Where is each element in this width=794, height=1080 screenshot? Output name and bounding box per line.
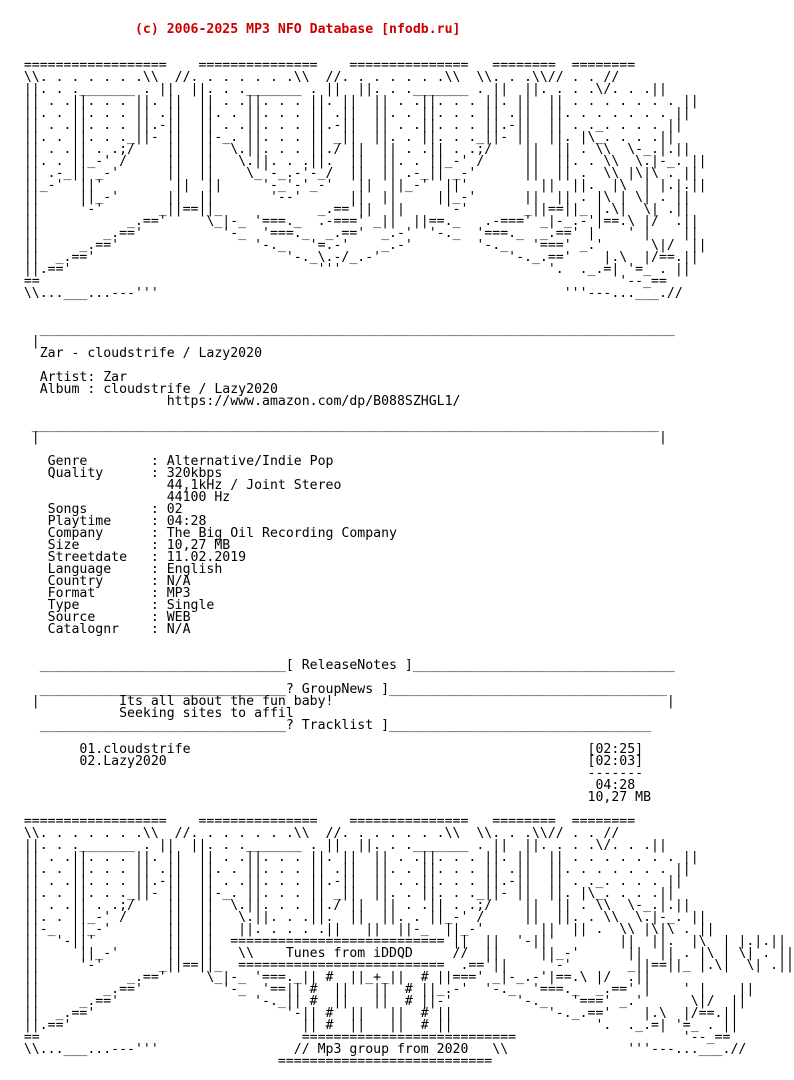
- nfo-line: ||. . ||. . ._||- || ||-_. ||. . . || _|| ||. . ||. . ._||- || ||. |\_. . . .||: [0, 130, 675, 145]
- nfo-line: ||_-' ||' || || '-_'-'_-' || ||_-' ||' || ||. |\ | |.|.||: [0, 178, 707, 193]
- nfo-line: -------: [0, 766, 644, 781]
- nfo-line: _______________________________? Tracklist ]_________________________________: [0, 718, 652, 733]
- nfo-line: || _.==' '-_ '===._ _.==' _.-' '-._ '===._ _.==' | ' | ||: [0, 226, 699, 241]
- nfo-line: \\. . . . . . .\\ //. . . . . . .\\ //. . . . . . .\\ \\. . .\\// . . //: [0, 70, 620, 85]
- nfo-line: ||.==' ''' '. ._.=| '=_ . ||: [0, 262, 691, 277]
- nfo-line: 04:28: [0, 778, 636, 793]
- nfo-line: Language : English: [0, 562, 223, 577]
- nfo-line: Seeking sites to affil: [0, 706, 294, 721]
- nfo-line: | |: [0, 430, 667, 445]
- nfo-line: ||. . ||. . . || .|| ||. . ||. . . || .|| ||. . ||. . . || .|| ||. . . . . . . ||: [0, 106, 691, 121]
- nfo-line: Source : WEB: [0, 610, 191, 625]
- nfo-line: Streetdate : 11.02.2019: [0, 550, 247, 565]
- nfo-line: Artist: Zar: [0, 370, 128, 385]
- nfo-line: ===========================: [0, 1054, 493, 1069]
- nfo-line: [0, 636, 752, 648]
- nfo-line: ================== =============== =============== ======== ========: [0, 58, 636, 73]
- nfo-line: |: [0, 334, 40, 349]
- nfo-line: 10,27 MB: [0, 790, 652, 805]
- nfo-line: Type : Single: [0, 598, 215, 613]
- nfo-line: || .-_|| _-' || || \_'-_.-'-_/ || || .-_|| _-' || || . \\ |\|\ . ||: [0, 166, 699, 181]
- nfo-line: ||. . ._______ . || ||. . ._______ . || ||. . ._______ . || ||. . . .\/. . .||: [0, 838, 667, 853]
- nfo-line: ================== =============== =============== ======== ========: [0, 814, 636, 829]
- nfo-line: 44,1kHz / Joint Stereo: [0, 478, 342, 493]
- nfo-line: || '-||' || || =========================== || || '-||' || ||. |\ | |.|.||: [0, 934, 787, 949]
- nfo-line: || _.==' \_|-_ '===._|| # ||_+_|| # ||===' _|-_.-'|==.\ |/ .||: [0, 970, 652, 985]
- nfo-line: || ||_-' || || \\ Tunes from iDDQD // || ||_-' || || . |\ | \| . ||: [0, 946, 794, 961]
- nfo-line: || . .|| . .;/ || || \.||. . . ||./ || || . .|| . .;/ || || . \\ \-_.|.||: [0, 898, 691, 913]
- nfo-line: || _.==' \_|-_ '===._ .-===' _|| ||==._ .-===' _|-_.-'|==.\ |/ .||: [0, 214, 699, 229]
- nfo-line: ||. . ||. . ._||- || ||-_. ||. . . || _|| ||. . ||. . ._||- || ||. |\_. . . .||: [0, 886, 675, 901]
- nfo-line: 02.Lazy2020 [02:03]: [0, 754, 644, 769]
- nfo-line: | Its all about the fun baby! |: [0, 694, 675, 709]
- nfo-line: Songs : 02: [0, 502, 183, 517]
- nfo-line: 01.cloudstrife [02:25]: [0, 742, 644, 757]
- nfo-line: Zar - cloudstrife / Lazy2020: [0, 346, 263, 361]
- nfo-line: || . .||. . . ||.-|| || . .||. . . ||.-|| || . .||. . . ||.-|| || . ._. . . . ||: [0, 118, 683, 133]
- nfo-line: || . .||. . . ||.-|| || . .||. . . ||.-|| || . .||. . . ||.-|| || . ._. . . . ||: [0, 874, 683, 889]
- nfo-line: || . .||. . . ||. || || . .||. . . ||. || || . .||. . . ||. || || . . . . . . . ||: [0, 850, 699, 865]
- nfo-line: || _.==' '-|| # || || # || '-._.==' |.\ |/==.||: [0, 1006, 739, 1021]
- nfo-line: \\...___...---''' // Mp3 group from 2020 \\ '''---...___.//: [0, 1042, 747, 1057]
- nfo-line: Album : cloudstrife / Lazy2020: [0, 382, 278, 397]
- nfo-body: [0, 58, 794, 1069]
- nfo-line: ||. . ._______ . || ||. . ._______ . || ||. . ._______ . || ||. . . .\/. . .||: [0, 82, 667, 97]
- nfo-line: == =========================== '--_==: [0, 1030, 731, 1045]
- nfo-line: Quality : 320kbps: [0, 466, 223, 481]
- nfo-line: || '-' _||==||_ _.=='|| || '-' _||==||_ |.\| \| .||: [0, 202, 691, 217]
- nfo-line: || _.==' '-._ '=.-' _.-' '-._ '===' _.' \|/ ||: [0, 238, 707, 253]
- nfo-line: ||-_ ||_-' || || ||. . . . .|| || ||-_ ||_-' || || . \\ |\|\ . ||: [0, 922, 715, 937]
- nfo-line: ||.==' || # || || # || '. ._.=| '=_ . ||: [0, 1018, 739, 1033]
- nfo-line: ________________________________________________________________________________: [0, 322, 675, 337]
- nfo-line: \\...___...---''' '''---...___.//: [0, 286, 683, 301]
- nfo-line: https://www.amazon.com/dp/B088SZHGL1/: [0, 394, 461, 409]
- nfo-line: ||. . ||_-' / || || \.||. . .||. || ||. . ||_-' / || ||. . \\ \.|-_. ||: [0, 154, 707, 169]
- nfo-line: Size : 10,27 MB: [0, 538, 231, 553]
- nfo-line: ||. . ||. . . || .|| ||. . ||. . . || .|| ||. . ||. . . || .|| ||. . . . . . . ||: [0, 862, 691, 877]
- nfo-line: Genre : Alternative/Indie Pop: [0, 454, 334, 469]
- nfo-line: _______________________________? GroupNews ]___________________________________: [0, 682, 667, 697]
- nfo-line: || . .||. . . ||. || || . .||. . . ||. || || . .||. . . ||. || || . . . . . . . ||: [0, 94, 699, 109]
- nfo-line: 44100 Hz: [0, 490, 231, 505]
- nfo-line: _______________________________________________________________________________: [0, 418, 659, 433]
- nfo-line: ||. . ||_-' / || || \.||. . .||. || ||. . ||_-' / || ||. . \\ \.|-_. ||: [0, 910, 707, 925]
- nfo-line: || . .|| . .;/ || || \.||. . . ||./ || || . .|| . .;/ || || . \\ \-_.|.||: [0, 142, 691, 157]
- nfo-line: Catalognr : N/A: [0, 622, 191, 637]
- nfo-line: || _.==' '-._|| # || || # ||-' '-._ '===' _.' \|/ ||: [0, 994, 747, 1009]
- nfo-line: Playtime : 04:28: [0, 514, 207, 529]
- nfo-line: || _.==' '-_ '==|| # || || # ||_.-' '-._ '===._ _.==' | ' | ||: [0, 982, 755, 997]
- nfo-line: _______________________________[ ReleaseNotes ]_________________________________: [0, 658, 675, 673]
- nfo-line: == '--_==: [0, 274, 667, 289]
- copyright-banner: (c) 2006-2025 MP3 NFO Database [nfodb.ru]: [0, 22, 461, 37]
- nfo-line: Company : The Big Oil Recording Company: [0, 526, 397, 541]
- nfo-line: || ||_-' || || '--' || || ||_-' || || . |\ | \| . ||: [0, 190, 691, 205]
- nfo-line: || '-' _||==||_ ========================== .=='|| '-' _||==||_ |.\| \| .||: [0, 958, 794, 973]
- nfo-line: Format : MP3: [0, 586, 191, 601]
- nfo-line: Country : N/A: [0, 574, 191, 589]
- nfo-line: [0, 300, 752, 312]
- nfo-line: \\. . . . . . .\\ //. . . . . . .\\ //. . . . . . .\\ \\. . .\\// . . //: [0, 826, 620, 841]
- nfo-line: || _.==' '-._\.-/_.-' '-._.==' |.\ |/==.||: [0, 250, 699, 265]
